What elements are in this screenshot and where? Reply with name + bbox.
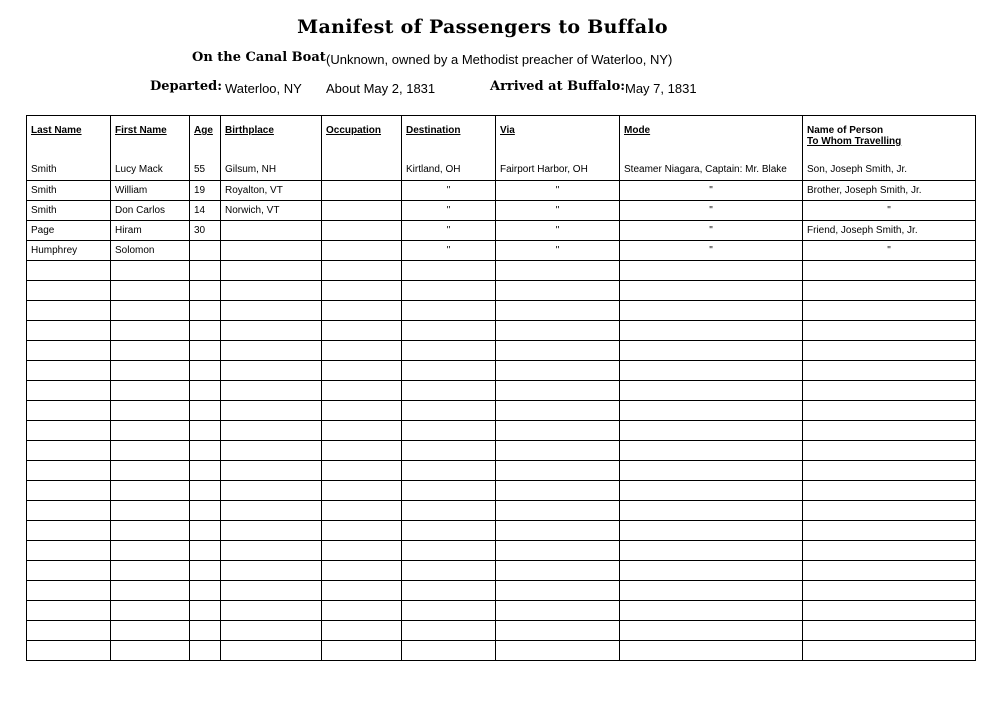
empty-cell: [190, 520, 221, 540]
empty-cell: [27, 360, 111, 380]
empty-table-row: [27, 300, 976, 320]
empty-table-row: [27, 580, 976, 600]
empty-cell: [322, 420, 402, 440]
empty-cell: [496, 260, 620, 280]
empty-cell: [322, 340, 402, 360]
empty-cell: [322, 320, 402, 340]
empty-cell: [803, 540, 976, 560]
empty-cell: [322, 400, 402, 420]
empty-cell: [620, 640, 803, 660]
empty-cell: [111, 280, 190, 300]
empty-cell: [27, 380, 111, 400]
empty-cell: [190, 380, 221, 400]
empty-cell: [221, 320, 322, 340]
empty-cell: [27, 280, 111, 300]
empty-cell: [111, 340, 190, 360]
empty-cell: [496, 320, 620, 340]
empty-cell: [402, 400, 496, 420]
empty-cell: [111, 580, 190, 600]
empty-cell: [620, 540, 803, 560]
cell-last: Smith: [27, 180, 111, 200]
col-header-destination: Destination: [402, 116, 496, 160]
cell-via: ": [496, 220, 620, 240]
empty-cell: [221, 400, 322, 420]
empty-table-row: [27, 480, 976, 500]
empty-cell: [620, 320, 803, 340]
cell-person: Brother, Joseph Smith, Jr.: [803, 180, 976, 200]
empty-table-row: [27, 620, 976, 640]
empty-cell: [402, 560, 496, 580]
cell-person: Friend, Joseph Smith, Jr.: [803, 220, 976, 240]
cell-occupation: [322, 220, 402, 240]
table-row: [27, 240, 976, 260]
empty-cell: [402, 380, 496, 400]
empty-cell: [803, 480, 976, 500]
cell-birthplace: Royalton, VT: [221, 180, 322, 200]
empty-cell: [190, 360, 221, 380]
empty-cell: [620, 600, 803, 620]
empty-cell: [221, 280, 322, 300]
empty-cell: [190, 320, 221, 340]
empty-cell: [620, 360, 803, 380]
cell-age: 14: [190, 200, 221, 220]
empty-cell: [620, 280, 803, 300]
empty-cell: [190, 640, 221, 660]
table-row: [27, 160, 976, 181]
empty-cell: [803, 440, 976, 460]
cell-birthplace: [221, 220, 322, 240]
table-row: [27, 220, 976, 240]
empty-cell: [111, 600, 190, 620]
empty-cell: [221, 300, 322, 320]
empty-cell: [402, 640, 496, 660]
empty-cell: [322, 260, 402, 280]
empty-cell: [496, 640, 620, 660]
cell-via: ": [496, 240, 620, 260]
empty-cell: [803, 300, 976, 320]
empty-table-row: [27, 460, 976, 480]
cell-last: Page: [27, 220, 111, 240]
empty-table-row: [27, 380, 976, 400]
empty-cell: [322, 440, 402, 460]
empty-cell: [402, 300, 496, 320]
empty-cell: [322, 600, 402, 620]
empty-cell: [620, 500, 803, 520]
table-row: [27, 200, 976, 220]
cell-occupation: [322, 180, 402, 200]
empty-cell: [620, 520, 803, 540]
empty-cell: [803, 500, 976, 520]
empty-cell: [221, 520, 322, 540]
cell-age: 30: [190, 220, 221, 240]
empty-table-row: [27, 320, 976, 340]
empty-cell: [27, 500, 111, 520]
empty-cell: [803, 580, 976, 600]
empty-cell: [620, 460, 803, 480]
cell-mode: ": [620, 240, 803, 260]
empty-table-row: [27, 500, 976, 520]
arrived-label: Arrived at Buffalo:: [490, 79, 626, 94]
empty-cell: [221, 560, 322, 580]
empty-cell: [496, 420, 620, 440]
empty-cell: [496, 460, 620, 480]
empty-cell: [496, 500, 620, 520]
cell-destination: ": [402, 180, 496, 200]
empty-table-row: [27, 280, 976, 300]
cell-mode: Steamer Niagara, Captain: Mr. Blake: [620, 160, 803, 181]
empty-cell: [402, 480, 496, 500]
empty-cell: [111, 380, 190, 400]
empty-cell: [111, 560, 190, 580]
empty-cell: [402, 260, 496, 280]
empty-cell: [190, 300, 221, 320]
empty-cell: [322, 560, 402, 580]
cell-person: ": [803, 200, 976, 220]
empty-cell: [496, 540, 620, 560]
empty-cell: [190, 620, 221, 640]
empty-cell: [803, 400, 976, 420]
cell-age: 19: [190, 180, 221, 200]
empty-cell: [111, 420, 190, 440]
empty-cell: [322, 500, 402, 520]
empty-cell: [27, 560, 111, 580]
empty-cell: [402, 600, 496, 620]
empty-cell: [322, 480, 402, 500]
empty-cell: [111, 500, 190, 520]
cell-occupation: [322, 240, 402, 260]
empty-cell: [402, 460, 496, 480]
empty-cell: [620, 400, 803, 420]
empty-cell: [27, 600, 111, 620]
empty-cell: [402, 340, 496, 360]
empty-table-row: [27, 420, 976, 440]
empty-cell: [221, 620, 322, 640]
empty-cell: [190, 280, 221, 300]
table-row: [27, 180, 976, 200]
col-header-last-name: Last Name: [27, 116, 111, 160]
empty-cell: [803, 380, 976, 400]
empty-cell: [620, 380, 803, 400]
empty-cell: [322, 540, 402, 560]
empty-cell: [620, 480, 803, 500]
cell-person: Son, Joseph Smith, Jr.: [803, 160, 976, 181]
empty-cell: [27, 540, 111, 560]
empty-cell: [27, 580, 111, 600]
empty-table-row: [27, 560, 976, 580]
empty-cell: [221, 640, 322, 660]
cell-last: Humphrey: [27, 240, 111, 260]
empty-cell: [803, 320, 976, 340]
empty-table-row: [27, 360, 976, 380]
cell-occupation: [322, 160, 402, 181]
cell-birthplace: Norwich, VT: [221, 200, 322, 220]
empty-cell: [496, 580, 620, 600]
empty-cell: [402, 620, 496, 640]
empty-cell: [190, 500, 221, 520]
empty-cell: [402, 360, 496, 380]
empty-cell: [803, 600, 976, 620]
cell-birthplace: Gilsum, NH: [221, 160, 322, 181]
empty-cell: [27, 620, 111, 640]
cell-first: Lucy Mack: [111, 160, 190, 181]
col-header-via: Via: [496, 116, 620, 160]
empty-cell: [803, 620, 976, 640]
cell-first: Don Carlos: [111, 200, 190, 220]
empty-cell: [221, 460, 322, 480]
cell-via: ": [496, 180, 620, 200]
empty-cell: [190, 560, 221, 580]
empty-cell: [111, 320, 190, 340]
empty-cell: [496, 520, 620, 540]
empty-table-row: [27, 520, 976, 540]
empty-cell: [322, 300, 402, 320]
empty-cell: [221, 340, 322, 360]
empty-cell: [322, 380, 402, 400]
empty-cell: [27, 340, 111, 360]
empty-cell: [27, 520, 111, 540]
empty-cell: [620, 260, 803, 280]
empty-cell: [111, 360, 190, 380]
table-header-row: [27, 116, 976, 160]
departed-label: Departed:: [150, 79, 223, 94]
empty-cell: [496, 440, 620, 460]
empty-cell: [322, 620, 402, 640]
empty-cell: [221, 480, 322, 500]
cell-mode: ": [620, 200, 803, 220]
cell-mode: ": [620, 220, 803, 240]
empty-cell: [402, 320, 496, 340]
empty-cell: [111, 460, 190, 480]
empty-cell: [221, 360, 322, 380]
empty-cell: [322, 360, 402, 380]
empty-cell: [402, 540, 496, 560]
cell-mode: ": [620, 180, 803, 200]
empty-cell: [803, 520, 976, 540]
col-header-person-line1: Name of Person: [807, 125, 884, 136]
empty-cell: [620, 340, 803, 360]
cell-first: William: [111, 180, 190, 200]
empty-table-row: [27, 260, 976, 280]
cell-birthplace: [221, 240, 322, 260]
cell-occupation: [322, 200, 402, 220]
empty-cell: [402, 280, 496, 300]
cell-via: ": [496, 200, 620, 220]
cell-via: Fairport Harbor, OH: [496, 160, 620, 181]
col-header-person-line2: To Whom Travelling: [807, 136, 902, 147]
empty-cell: [496, 620, 620, 640]
col-header-mode: Mode: [620, 116, 803, 160]
empty-cell: [496, 340, 620, 360]
empty-cell: [27, 480, 111, 500]
empty-table-row: [27, 340, 976, 360]
cell-person: ": [803, 240, 976, 260]
empty-cell: [620, 560, 803, 580]
col-header-first-name: First Name: [111, 116, 190, 160]
empty-cell: [111, 480, 190, 500]
empty-cell: [620, 580, 803, 600]
empty-cell: [803, 640, 976, 660]
passenger-table-body: [27, 160, 976, 661]
empty-cell: [803, 260, 976, 280]
cell-age: [190, 240, 221, 260]
empty-cell: [190, 600, 221, 620]
empty-cell: [402, 420, 496, 440]
empty-cell: [221, 540, 322, 560]
empty-cell: [803, 280, 976, 300]
col-header-age: Age: [190, 116, 221, 160]
empty-cell: [496, 360, 620, 380]
empty-table-row: [27, 440, 976, 460]
empty-cell: [402, 440, 496, 460]
empty-cell: [190, 480, 221, 500]
cell-age: 55: [190, 160, 221, 181]
empty-cell: [620, 620, 803, 640]
empty-cell: [402, 500, 496, 520]
empty-cell: [221, 260, 322, 280]
empty-cell: [190, 420, 221, 440]
empty-cell: [190, 260, 221, 280]
empty-cell: [496, 380, 620, 400]
empty-table-row: [27, 540, 976, 560]
cell-destination: ": [402, 220, 496, 240]
cell-last: Smith: [27, 200, 111, 220]
empty-cell: [221, 440, 322, 460]
empty-cell: [190, 580, 221, 600]
empty-cell: [221, 600, 322, 620]
empty-cell: [111, 440, 190, 460]
empty-cell: [803, 360, 976, 380]
cell-destination: Kirtland, OH: [402, 160, 496, 181]
empty-cell: [27, 320, 111, 340]
empty-cell: [111, 520, 190, 540]
empty-cell: [322, 460, 402, 480]
empty-cell: [111, 640, 190, 660]
empty-cell: [190, 540, 221, 560]
empty-cell: [111, 540, 190, 560]
empty-table-row: [27, 400, 976, 420]
empty-cell: [190, 440, 221, 460]
empty-cell: [111, 300, 190, 320]
empty-cell: [496, 480, 620, 500]
empty-cell: [190, 340, 221, 360]
cell-destination: ": [402, 200, 496, 220]
empty-cell: [221, 420, 322, 440]
canal-boat-label: On the Canal Boat: [192, 50, 326, 65]
arrived-date: May 7, 1831: [625, 81, 697, 96]
empty-cell: [322, 520, 402, 540]
empty-cell: [322, 580, 402, 600]
col-header-birthplace: Birthplace: [221, 116, 322, 160]
col-header-occupation: Occupation: [322, 116, 402, 160]
cell-first: Solomon: [111, 240, 190, 260]
empty-cell: [111, 400, 190, 420]
manifest-title: Manifest of Passengers to Buffalo: [297, 16, 668, 38]
empty-cell: [496, 400, 620, 420]
empty-cell: [496, 600, 620, 620]
passenger-table: [26, 115, 976, 661]
empty-cell: [190, 400, 221, 420]
empty-cell: [496, 300, 620, 320]
empty-cell: [496, 280, 620, 300]
empty-cell: [27, 420, 111, 440]
empty-cell: [221, 380, 322, 400]
empty-cell: [803, 460, 976, 480]
empty-cell: [221, 580, 322, 600]
empty-cell: [111, 260, 190, 280]
empty-cell: [27, 300, 111, 320]
cell-first: Hiram: [111, 220, 190, 240]
departed-place: Waterloo, NY: [225, 81, 302, 96]
empty-cell: [803, 340, 976, 360]
empty-cell: [620, 420, 803, 440]
empty-cell: [27, 640, 111, 660]
empty-cell: [322, 280, 402, 300]
empty-cell: [803, 560, 976, 580]
cell-destination: ": [402, 240, 496, 260]
empty-cell: [322, 640, 402, 660]
empty-cell: [27, 460, 111, 480]
empty-cell: [27, 440, 111, 460]
empty-table-row: [27, 600, 976, 620]
empty-cell: [402, 520, 496, 540]
empty-cell: [190, 460, 221, 480]
empty-cell: [27, 260, 111, 280]
col-header-person: [803, 116, 976, 160]
empty-cell: [620, 300, 803, 320]
departed-date: About May 2, 1831: [326, 81, 436, 96]
empty-cell: [620, 440, 803, 460]
empty-cell: [803, 420, 976, 440]
canal-boat-value: (Unknown, owned by a Methodist preacher of Waterloo, NY): [326, 52, 673, 67]
empty-cell: [27, 400, 111, 420]
empty-cell: [402, 580, 496, 600]
empty-table-row: [27, 640, 976, 660]
empty-cell: [221, 500, 322, 520]
empty-cell: [111, 620, 190, 640]
cell-last: Smith: [27, 160, 111, 181]
empty-cell: [496, 560, 620, 580]
